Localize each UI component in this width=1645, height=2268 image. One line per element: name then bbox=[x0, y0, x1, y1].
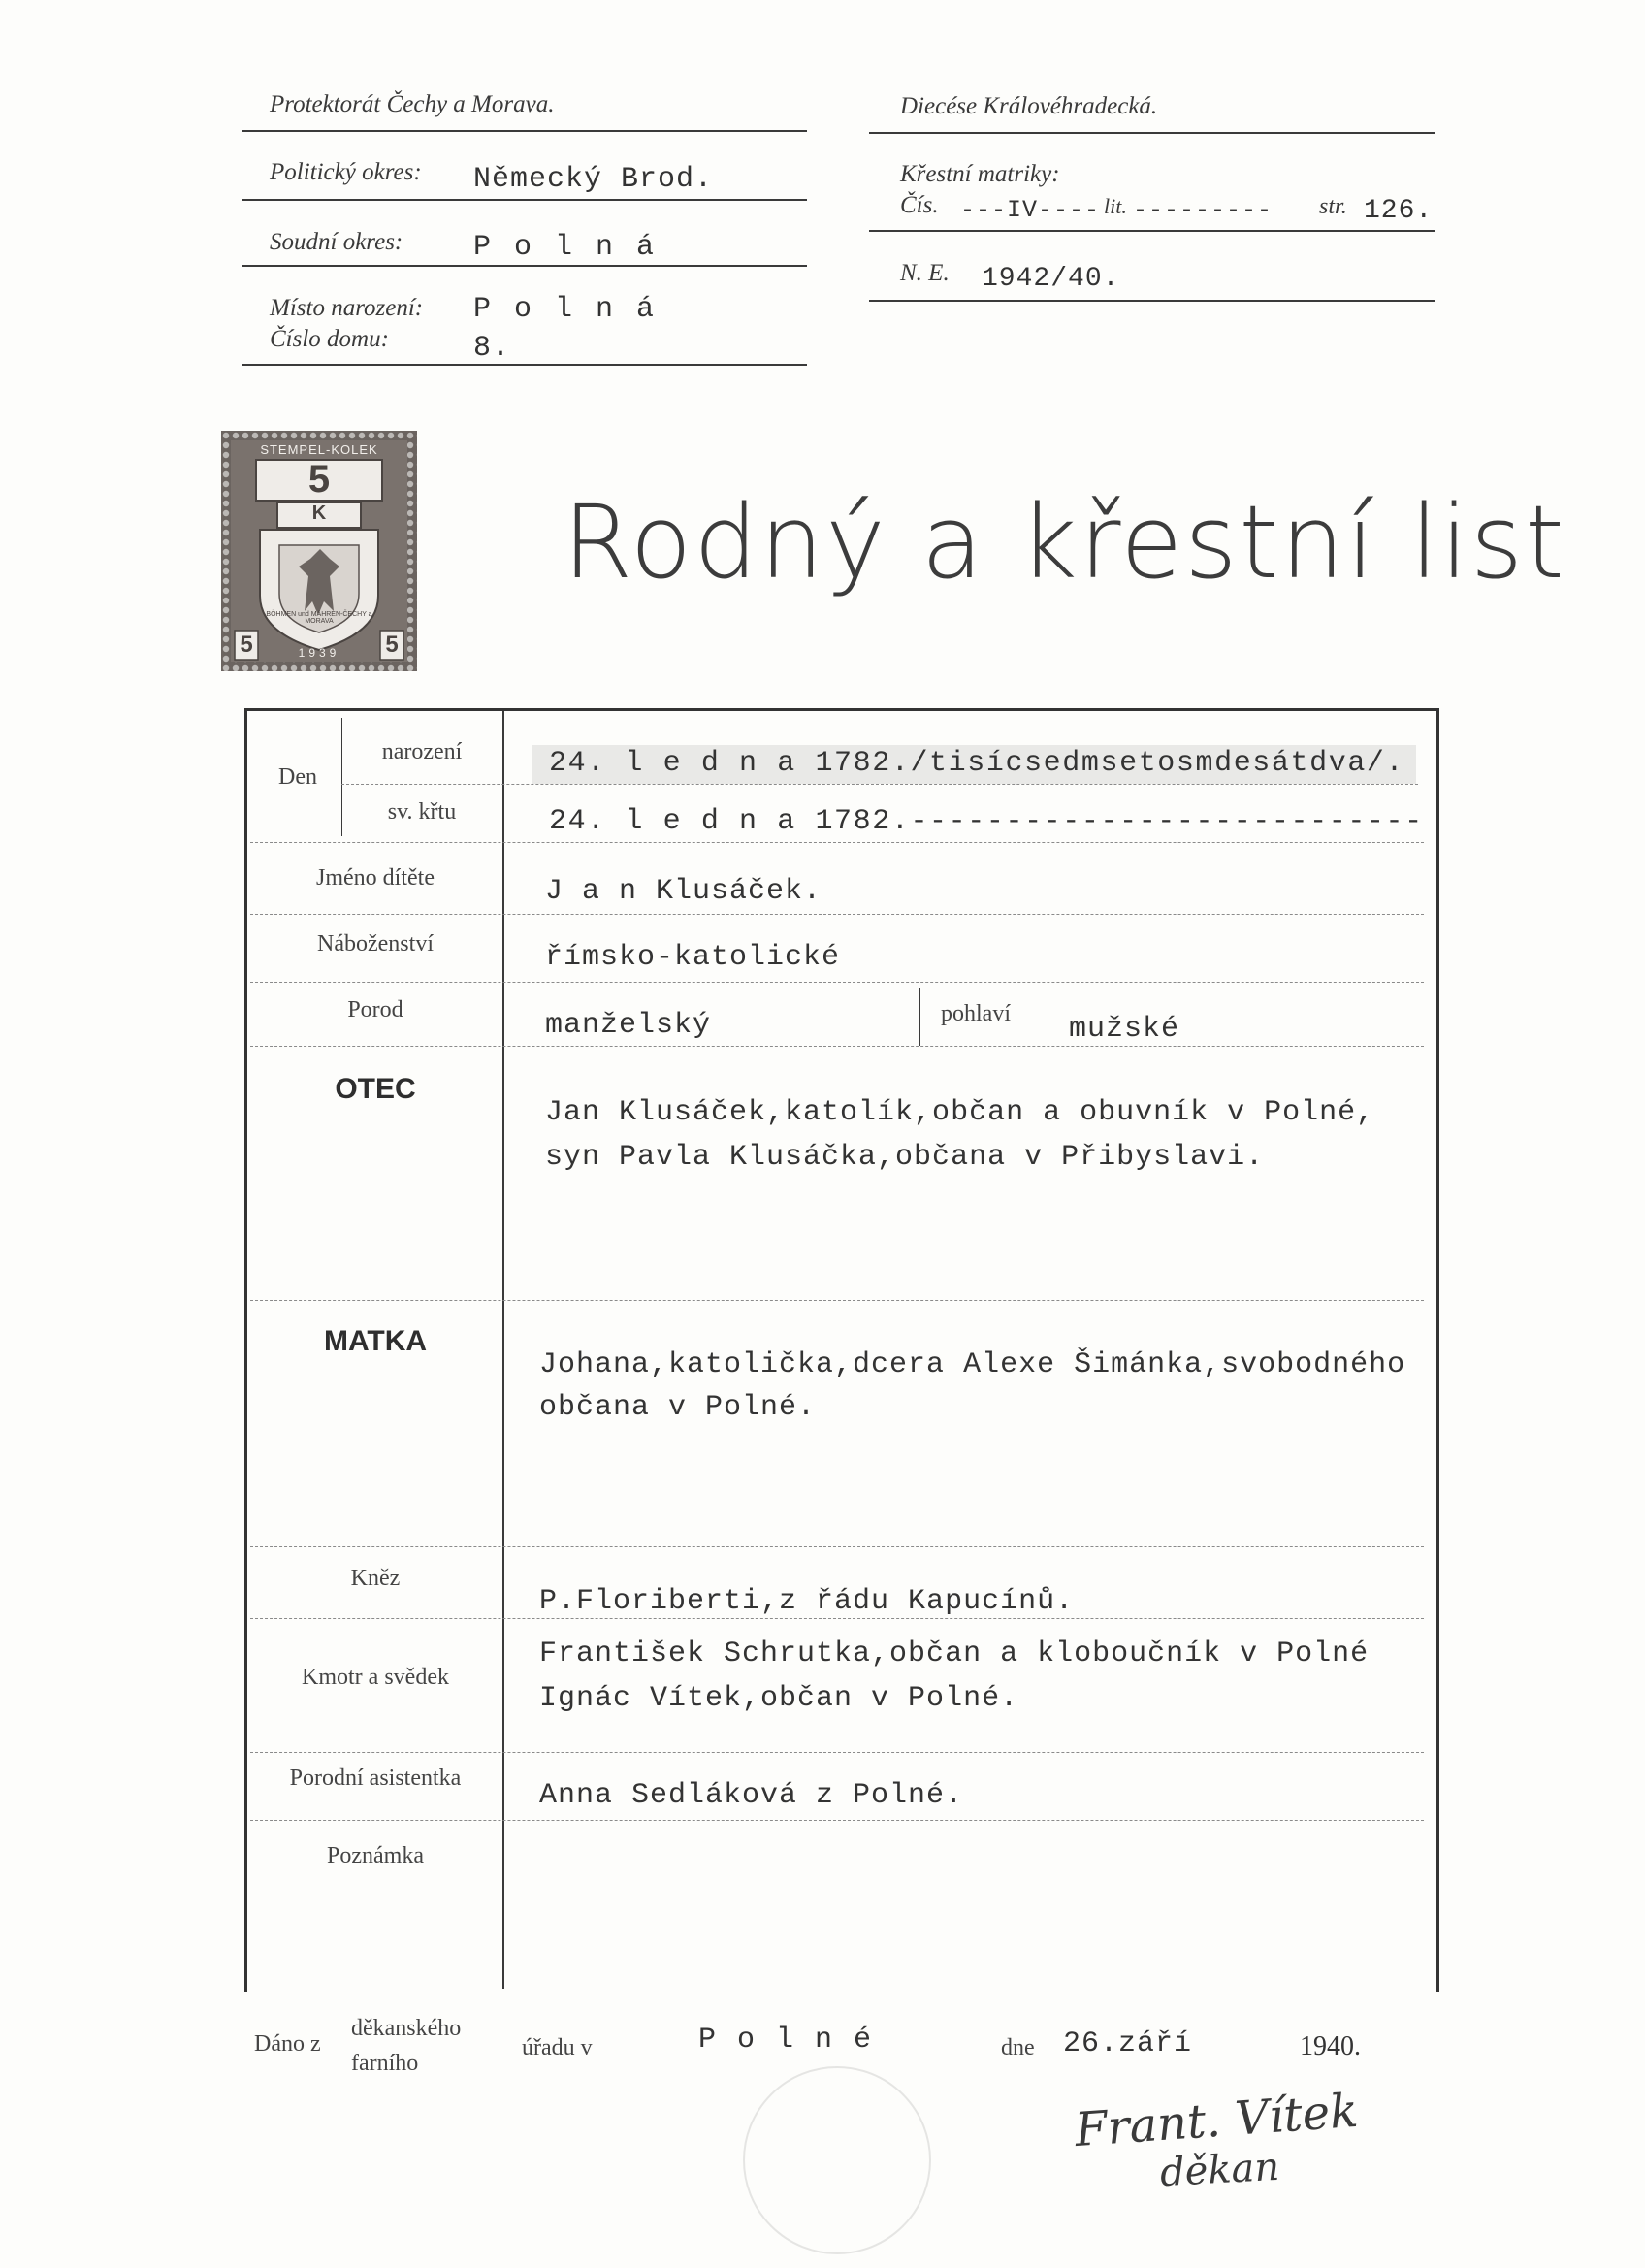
stamp-side-text: BÖHMEN und MÄHREN-ČECHY a MORAVA bbox=[266, 611, 372, 625]
cis-value: ---IV---- bbox=[960, 196, 1101, 224]
signature-name: Frant. Vítek bbox=[1073, 2083, 1360, 2158]
krtu-value: 24. l e d n a 1782.--------------------------- bbox=[549, 805, 1424, 838]
str-value: 126. bbox=[1364, 196, 1434, 226]
den-label: Den bbox=[278, 764, 317, 790]
matka-line-2: občana v Polné. bbox=[539, 1391, 817, 1424]
dne-label: dne bbox=[1001, 2035, 1035, 2060]
krtu-label: sv. křtu bbox=[387, 799, 457, 825]
table-column-divider bbox=[502, 711, 504, 1989]
divider bbox=[341, 784, 1418, 785]
soudni-okres-label: Soudní okres: bbox=[270, 229, 403, 255]
divider bbox=[869, 300, 1435, 302]
asistentka-value: Anna Sedláková z Polné. bbox=[539, 1779, 964, 1812]
cislo-domu-label: Číslo domu: bbox=[270, 326, 389, 352]
knez-value: P.Floriberti,z řádu Kapucínů. bbox=[539, 1585, 1075, 1618]
stamp-corner-left: 5 bbox=[240, 632, 253, 658]
divider bbox=[250, 982, 1424, 983]
asistentka-label: Porodní asistentka bbox=[289, 1766, 462, 1791]
stamp-year: 1939 bbox=[298, 646, 340, 660]
soudni-okres-value: P o l n á bbox=[473, 231, 658, 264]
porod-value: manželský bbox=[545, 1009, 712, 1042]
kmotr-label: Kmotr a svědek bbox=[302, 1665, 449, 1690]
signature-title: děkan bbox=[1158, 2144, 1281, 2196]
farniho-label: farního bbox=[351, 2051, 419, 2076]
divider bbox=[250, 1546, 1424, 1547]
str-label: str. bbox=[1319, 194, 1347, 219]
stamp-unit: K bbox=[311, 502, 327, 524]
pohlavi-label: pohlaví bbox=[941, 1001, 1011, 1026]
divider bbox=[250, 1618, 1424, 1619]
knez-label: Kněz bbox=[350, 1566, 401, 1591]
porod-label: Porod bbox=[347, 997, 403, 1022]
divider bbox=[242, 364, 807, 366]
kmotr-line-1: František Schrutka,občan a kloboučník v Polné bbox=[539, 1637, 1370, 1670]
stamp-top-text: STEMPEL-KOLEK bbox=[260, 442, 378, 457]
dekanskeho-label: děkanského bbox=[351, 2016, 462, 2041]
uradu-v-label: úřadu v bbox=[522, 2035, 593, 2060]
divider bbox=[250, 1046, 1424, 1047]
ne-value: 1942/40. bbox=[982, 264, 1120, 294]
divider bbox=[242, 199, 807, 201]
otec-label: OTEC bbox=[335, 1073, 416, 1105]
lit-label: lit. bbox=[1104, 194, 1127, 218]
diecese-text: Diecése Královéhradecká. bbox=[900, 93, 1158, 119]
divider bbox=[250, 1300, 1424, 1301]
place-value: P o l n é bbox=[698, 2024, 874, 2057]
matka-label: MATKA bbox=[323, 1325, 428, 1357]
den-divider bbox=[341, 718, 342, 836]
divider bbox=[250, 842, 1424, 843]
stamp-corner-right: 5 bbox=[385, 632, 399, 658]
matka-line-1: Johana,katolička,dcera Alexe Šimánka,svobodného bbox=[539, 1348, 1406, 1381]
jmeno-label: Jméno dítěte bbox=[316, 865, 435, 891]
misto-narozeni-label: Místo narození: bbox=[270, 295, 424, 321]
otec-line-2: syn Pavla Klusáčka,občana v Přibyslavi. bbox=[545, 1141, 1265, 1174]
lit-value: --------- bbox=[1133, 196, 1274, 224]
cislo-domu-value: 8. bbox=[473, 332, 511, 365]
dano-z-label: Dáno z bbox=[254, 2031, 321, 2057]
politicky-okres-label: Politický okres: bbox=[270, 159, 422, 185]
nabozenstvi-label: Náboženství bbox=[317, 931, 434, 956]
divider bbox=[869, 230, 1435, 232]
protektorat-text: Protektorát Čechy a Morava. bbox=[270, 91, 555, 117]
jmeno-value: J a n Klusáček. bbox=[545, 875, 822, 908]
cis-label: Čís. bbox=[900, 192, 939, 218]
divider bbox=[250, 1820, 1424, 1821]
divider bbox=[250, 1752, 1424, 1753]
year-value: 1940. bbox=[1300, 2031, 1361, 2061]
divider bbox=[242, 265, 807, 267]
poznamka-label: Poznámka bbox=[327, 1843, 424, 1868]
pohlavi-divider bbox=[919, 988, 920, 1046]
ne-label: N. E. bbox=[900, 260, 950, 286]
page-title: Rodný a křestní list bbox=[563, 483, 1566, 601]
misto-narozeni-value: P o l n á bbox=[473, 293, 658, 326]
nabozenstvi-value: římsko-katolické bbox=[545, 941, 841, 974]
narozeni-value: 24. l e d n a 1782./tisícsedmsetosmdesátdva/. bbox=[549, 747, 1405, 780]
divider bbox=[242, 130, 807, 132]
divider bbox=[869, 132, 1435, 134]
narozeni-label: narození bbox=[381, 739, 463, 764]
date-value: 26.září bbox=[1063, 2027, 1193, 2060]
kmotr-line-2: Ignác Vítek,občan v Polné. bbox=[539, 1682, 1019, 1715]
krestni-matriky-label: Křestní matriky: bbox=[900, 161, 1060, 187]
stamp-value: 5 bbox=[307, 458, 331, 501]
divider bbox=[250, 914, 1424, 915]
pohlavi-value: mužské bbox=[1069, 1013, 1180, 1046]
otec-line-1: Jan Klusáček,katolík,občan a obuvník v Polné, bbox=[545, 1096, 1375, 1129]
parish-seal bbox=[743, 2066, 931, 2254]
politicky-okres-value: Německý Brod. bbox=[473, 163, 714, 196]
revenue-stamp bbox=[221, 431, 417, 671]
